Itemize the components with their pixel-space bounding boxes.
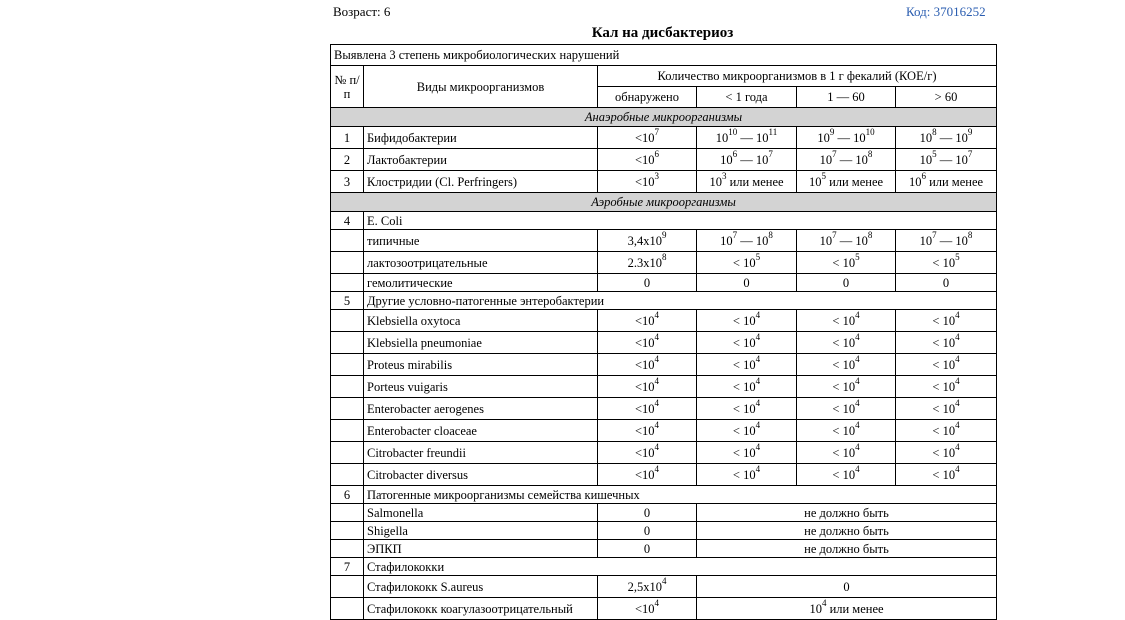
- row-num: 5: [331, 292, 364, 310]
- norm-value: не должно быть: [697, 504, 997, 522]
- value-found: $<10^4$: [598, 464, 697, 486]
- organism-name: Klebsiella oxytoca: [364, 310, 598, 332]
- value-found: 0: [598, 274, 697, 292]
- norm-age2: $10^9$ — $10^{10}$: [797, 127, 896, 149]
- col-num-header: № п/п: [331, 66, 364, 108]
- table-row: [331, 522, 997, 540]
- norm-value: $10^4$ или менее: [697, 598, 997, 620]
- table-row: [331, 598, 997, 620]
- norm-age2: < $10^4$: [797, 398, 896, 420]
- value-found: $<10^4$: [598, 310, 697, 332]
- group-name: Другие условно-патогенные энтеробактерии: [364, 292, 997, 310]
- table-row: [331, 149, 997, 171]
- norm-age1: < $10^5$: [697, 252, 797, 274]
- value-found: $<10^3$: [598, 171, 697, 193]
- norm-age2: < $10^4$: [797, 332, 896, 354]
- norm-value: 0: [697, 576, 997, 598]
- norm-age2: < $10^4$: [797, 442, 896, 464]
- norm-age3: $10^5$ — $10^7$: [896, 149, 997, 171]
- norm-age3: < $10^4$: [896, 464, 997, 486]
- col-found-header: обнаружено: [598, 87, 697, 108]
- norm-age3: < $10^4$: [896, 398, 997, 420]
- norm-age1: < $10^4$: [697, 376, 797, 398]
- norm-age1: < $10^4$: [697, 464, 797, 486]
- value-found: 0: [598, 522, 697, 540]
- organism-name: гемолитические: [364, 274, 598, 292]
- norm-age1: $10^{10}$ — $10^{11}$: [697, 127, 797, 149]
- norm-age1: < $10^4$: [697, 398, 797, 420]
- table-row: [331, 230, 997, 252]
- organism-name: Лактобактерии: [364, 149, 598, 171]
- norm-age3: $10^6$ или менее: [896, 171, 997, 193]
- table-row: [331, 376, 997, 398]
- group-name: Стафилококки: [364, 558, 997, 576]
- table-row: [331, 398, 997, 420]
- row-num: 7: [331, 558, 364, 576]
- value-found: 0: [598, 540, 697, 558]
- col-age1-header: < 1 года: [697, 87, 797, 108]
- col-quantity-header: Количество микроорганизмов в 1 г фекалий (КОЕ/г): [598, 66, 997, 87]
- patient-age: Возраст: 6: [333, 4, 391, 19]
- norm-value: не должно быть: [697, 540, 997, 558]
- norm-value: не должно быть: [697, 522, 997, 540]
- norm-age1: < $10^4$: [697, 354, 797, 376]
- row-num: 4: [331, 212, 364, 230]
- norm-age2: < $10^4$: [797, 310, 896, 332]
- organism-name: лактозоотрицательные: [364, 252, 598, 274]
- table-row: [331, 442, 997, 464]
- value-found: $<10^4$: [598, 442, 697, 464]
- value-found: $3,4x10^9$: [598, 230, 697, 252]
- row-num: 6: [331, 486, 364, 504]
- table-row: [331, 504, 997, 522]
- norm-age3: < $10^4$: [896, 354, 997, 376]
- organism-name: Стафилококк S.aureus: [364, 576, 598, 598]
- norm-age3: < $10^5$: [896, 252, 997, 274]
- organism-name: Стафилококк коагулазоотрицательный: [364, 598, 598, 620]
- value-found: $<10^6$: [598, 149, 697, 171]
- norm-age2: $10^7$ — $10^8$: [797, 230, 896, 252]
- value-found: $<10^4$: [598, 332, 697, 354]
- value-found: $2,5x10^4$: [598, 576, 697, 598]
- organism-name: Porteus vuigaris: [364, 376, 598, 398]
- row-num: 3: [331, 171, 364, 193]
- table-row: [331, 332, 997, 354]
- table-row: [331, 540, 997, 558]
- page-title: Кал на дисбактериоз: [591, 25, 734, 41]
- norm-age2: $10^7$ — $10^8$: [797, 149, 896, 171]
- norm-age2: < $10^5$: [797, 252, 896, 274]
- table-row: [331, 127, 997, 149]
- norm-age1: < $10^4$: [697, 310, 797, 332]
- table-row: [331, 274, 997, 292]
- table-row: [331, 464, 997, 486]
- norm-age3: < $10^4$: [896, 376, 997, 398]
- table-row: [331, 576, 997, 598]
- norm-age1: 0: [697, 274, 797, 292]
- results-table: [330, 44, 997, 620]
- table-row: [331, 486, 997, 504]
- group-name: E. Coli: [364, 212, 997, 230]
- norm-age3: 0: [896, 274, 997, 292]
- norm-age1: $10^3$ или менее: [697, 171, 797, 193]
- organism-name: Citrobacter freundii: [364, 442, 598, 464]
- value-found: $<10^4$: [598, 354, 697, 376]
- table-row: [331, 171, 997, 193]
- organism-name: Salmonella: [364, 504, 598, 522]
- norm-age1: < $10^4$: [697, 442, 797, 464]
- norm-age1: $10^6$ — $10^7$: [697, 149, 797, 171]
- norm-age2: < $10^4$: [797, 376, 896, 398]
- organism-name: типичные: [364, 230, 598, 252]
- table-row: [331, 558, 997, 576]
- organism-name: Klebsiella pneumoniae: [364, 332, 598, 354]
- table-row: [331, 292, 997, 310]
- value-found: 0: [598, 504, 697, 522]
- organism-name: Shigella: [364, 522, 598, 540]
- table-row: [331, 354, 997, 376]
- norm-age3: < $10^4$: [896, 442, 997, 464]
- norm-age2: $10^5$ или менее: [797, 171, 896, 193]
- col-age2-header: 1 — 60: [797, 87, 896, 108]
- norm-age3: < $10^4$: [896, 420, 997, 442]
- col-species-header: Виды микроорганизмов: [364, 66, 598, 108]
- norm-age3: < $10^4$: [896, 310, 997, 332]
- row-num: 1: [331, 127, 364, 149]
- section-anaerobic: Анаэробные микроорганизмы: [331, 108, 997, 127]
- norm-age1: $10^7$ — $10^8$: [697, 230, 797, 252]
- organism-name: Proteus mirabilis: [364, 354, 598, 376]
- table-row: [331, 310, 997, 332]
- value-found: $<10^4$: [598, 376, 697, 398]
- organism-name: Enterobacter cloaceae: [364, 420, 598, 442]
- value-found: $<10^4$: [598, 398, 697, 420]
- organism-name: Клостридии (Cl. Perfringers): [364, 171, 598, 193]
- table-row: [331, 420, 997, 442]
- norm-age2: < $10^4$: [797, 464, 896, 486]
- norm-age1: < $10^4$: [697, 420, 797, 442]
- summary-text: Выявлена 3 степень микробиологических нарушений: [331, 45, 997, 66]
- norm-age2: < $10^4$: [797, 420, 896, 442]
- value-found: $<10^7$: [598, 127, 697, 149]
- norm-age1: < $10^4$: [697, 332, 797, 354]
- norm-age3: < $10^4$: [896, 332, 997, 354]
- col-age3-header: > 60: [896, 87, 997, 108]
- section-aerobic: Аэробные микроорганизмы: [331, 193, 997, 212]
- table-row: [331, 212, 997, 230]
- organism-name: Citrobacter diversus: [364, 464, 598, 486]
- organism-name: Enterobacter aerogenes: [364, 398, 598, 420]
- norm-age3: $10^8$ — $10^9$: [896, 127, 997, 149]
- value-found: $2.3x10^8$: [598, 252, 697, 274]
- value-found: $<10^4$: [598, 420, 697, 442]
- organism-name: ЭПКП: [364, 540, 598, 558]
- row-num: 2: [331, 149, 364, 171]
- norm-age3: $10^7$ — $10^8$: [896, 230, 997, 252]
- sample-code: Код: 37016252: [906, 4, 986, 19]
- value-found: $<10^4$: [598, 598, 697, 620]
- norm-age2: < $10^4$: [797, 354, 896, 376]
- organism-name: Бифидобактерии: [364, 127, 598, 149]
- group-name: Патогенные микроорганизмы семейства кишечных: [364, 486, 997, 504]
- table-row: [331, 252, 997, 274]
- norm-age2: 0: [797, 274, 896, 292]
